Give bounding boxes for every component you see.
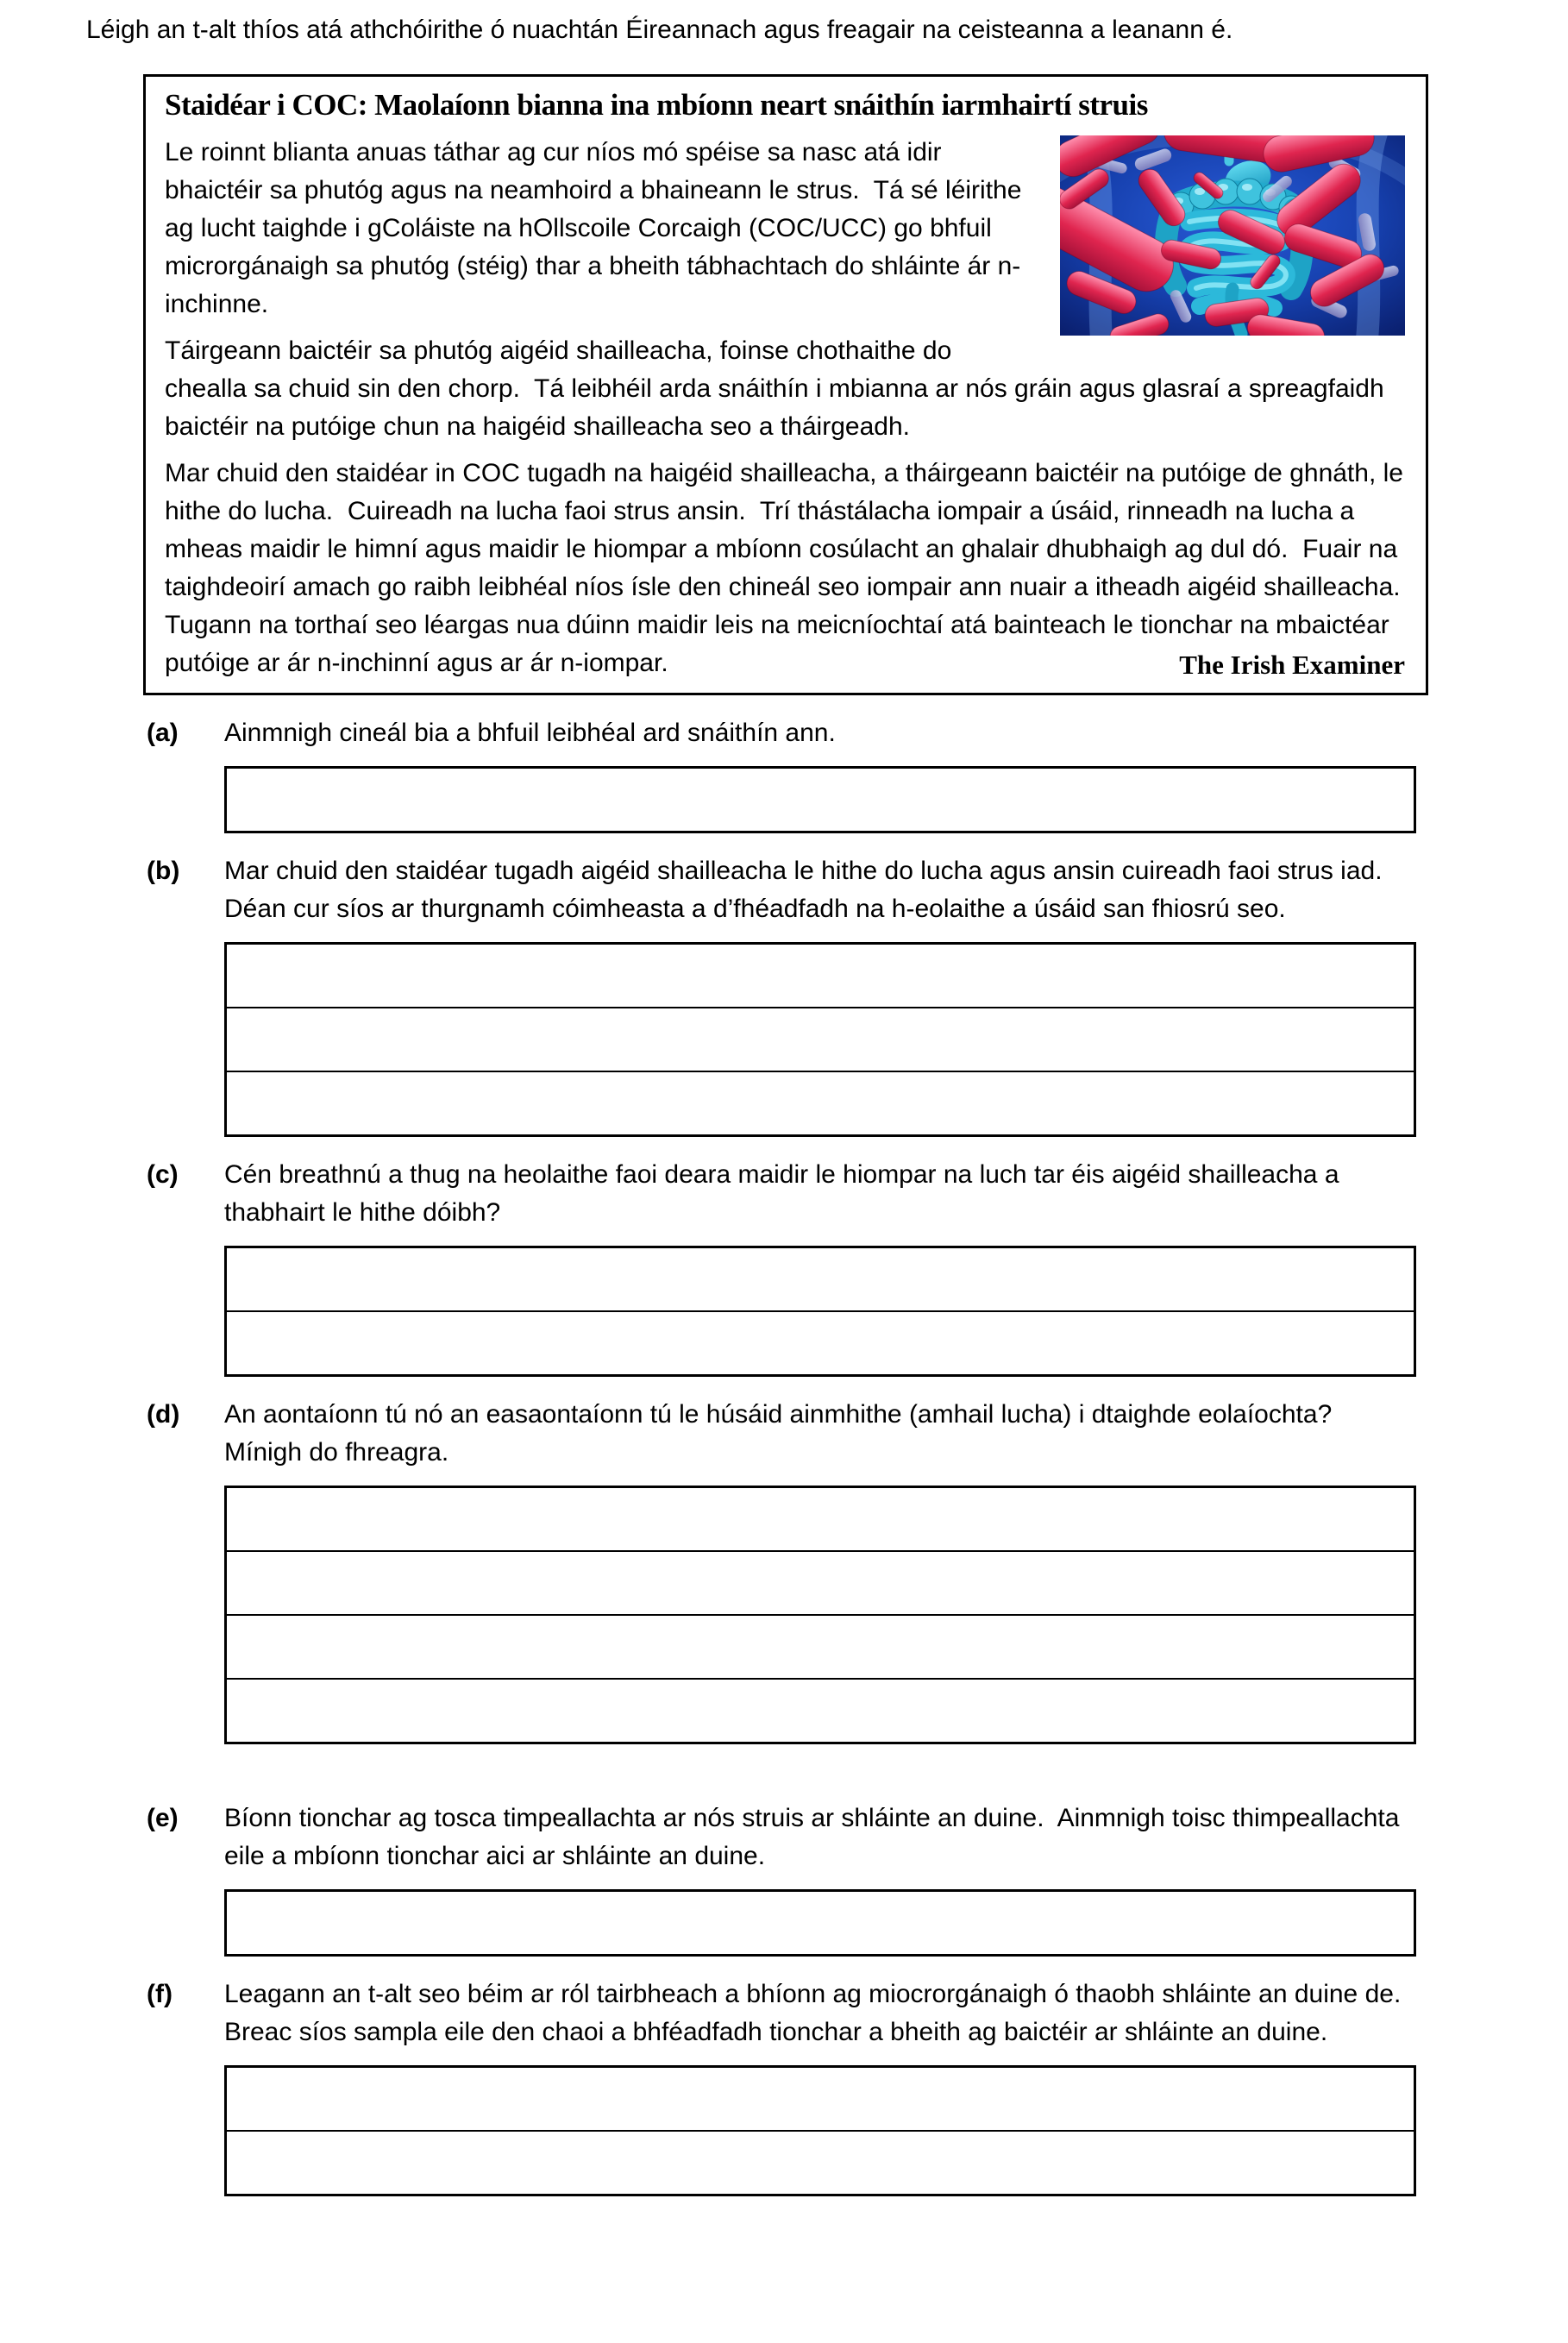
answer-row[interactable] — [227, 1678, 1414, 1742]
answer-row[interactable] — [227, 945, 1414, 1007]
question-a-text: Ainmnigh cineál bia a bhfuil leibhéal ard snáithín ann. — [224, 719, 836, 747]
gut-bacteria-image — [1060, 135, 1405, 336]
answer-box-b — [224, 942, 1416, 1137]
answer-box-c — [224, 1246, 1416, 1377]
question-d-text: An aontaíonn tú nó an easaontaíonn tú le húsáid ainmhithe (amhail lucha) i dtaighde eolaíochta? Mínigh do fhreagra. — [224, 1400, 1346, 1467]
article-paragraph-2: Táirgeann baictéir sa phutóg aigéid shailleacha, foinse chothaithe do chealla sa chuid sin den chorp. Tá leibhéil arda snáithín i mbianna ar nós gráin agus glasraí a spreagfaidh baictéir na putóige chun na haigéid shailleacha seo a tháirgeadh. — [165, 336, 1392, 441]
answer-row[interactable] — [227, 2130, 1414, 2194]
answer-box-f — [224, 2065, 1416, 2196]
answer-row[interactable] — [227, 1071, 1414, 1134]
question-b-label: (b) — [147, 857, 180, 885]
question-b — [147, 852, 1568, 1137]
answer-row[interactable] — [227, 1007, 1414, 1071]
answer-box-a — [224, 766, 1416, 833]
question-e-text: Bíonn tionchar ag tosca timpeallachta ar nós struis ar shláinte an duine. Ainmnigh toisc thimpeallachta eile a mbíonn tionchar aici ar shláinte an duine. — [224, 1804, 1407, 1870]
answer-row[interactable] — [227, 1614, 1414, 1678]
question-f-label: (f) — [147, 1980, 172, 2008]
answer-row[interactable] — [227, 1892, 1414, 1954]
question-c-text: Cén breathnú a thug na heolaithe faoi deara maidir le hiompar na luch tar éis aigéid shailleacha a thabhairt le hithe dóibh? — [224, 1160, 1346, 1227]
answer-row[interactable] — [227, 1310, 1414, 1374]
question-b-text: Mar chuid den staidéar tugadh aigéid shailleacha le hithe do lucha agus ansin cuireadh faoi strus iad. Déan cur síos ar thurgnamh cóimheasta a d’fhéadfadh na h-eolaithe a úsáid san fhiosrú seo. — [224, 857, 1397, 923]
question-c — [147, 1156, 1568, 1377]
article-paragraph-3-wrap — [165, 455, 1414, 682]
article-paragraph-3: Mar chuid den staidéar in COC tugadh na haigéid shailleacha, a tháirgeann baictéir na putóige de ghnáth, le hithe do lucha. Cuireadh na lucha faoi strus ansin. Trí thástálacha iompair a úsáid, rinneadh na lucha a mheas maidir le himní agus maidir le hiompar a mbíonn cosúlacht an ghalair dhubhaigh ag dul dó. Fuair na taighdeoirí amach go raibh leibhéal níos ísle den chineál seo iompair ann nuair a itheadh aigéid shailleacha. Tugann na torthaí seo léargas nua dúinn maidir leis na meicníochtaí atá bainteach le tionchar na mbaictéar putóige ar ár n-inchinní agus ar ár n-iompar. — [165, 459, 1414, 677]
question-e-label: (e) — [147, 1804, 179, 1832]
article-paragraph-1: Le roinnt blianta anuas táthar ag cur níos mó spéise sa nasc atá idir bhaictéir sa phutóg agus na neamhoird a bhaineann le strus. Tá sé léirithe ag lucht taighde i gColáiste na hOllscoile Corcaigh (COC/UCC) go bhfuil microrgánaigh sa phutóg (stéig) thar a bheith tábhachtach do shláinte ár n-inchinne. — [165, 138, 1029, 318]
answer-row[interactable] — [227, 1248, 1414, 1310]
answer-box-d — [224, 1486, 1416, 1744]
answer-box-e — [224, 1889, 1416, 1957]
question-e — [147, 1800, 1568, 1957]
answer-row[interactable] — [227, 1550, 1414, 1614]
article-attribution: The Irish Examiner — [1179, 650, 1405, 680]
question-d-label: (d) — [147, 1400, 180, 1429]
answer-row[interactable] — [227, 1488, 1414, 1550]
question-a-label: (a) — [147, 719, 179, 747]
instruction-text: Léigh an t-alt thíos atá athchóirithe ó nuachtán Éireannach agus freagair na ceisteanna a leanann é. — [86, 16, 1233, 44]
question-d — [147, 1396, 1568, 1744]
answer-row[interactable] — [227, 2068, 1414, 2130]
article-box — [143, 74, 1428, 695]
answer-row[interactable] — [227, 769, 1414, 831]
question-f-text: Leagann an t-alt seo béim ar ról tairbheach a bhíonn ag miocrorgánaigh ó thaobh shláinte an duine de. Breac síos sampla eile den chaoi a bhféadfadh tionchar a bheith ag baictéir ar shláinte an duine. — [224, 1980, 1415, 2046]
article-title: Staidéar i COC: Maolaíonn bianna ina mbíonn neart snáithín iarmhairtí struis — [165, 88, 1148, 122]
question-f — [147, 1976, 1568, 2196]
question-a — [147, 714, 1568, 833]
question-c-label: (c) — [147, 1160, 179, 1189]
